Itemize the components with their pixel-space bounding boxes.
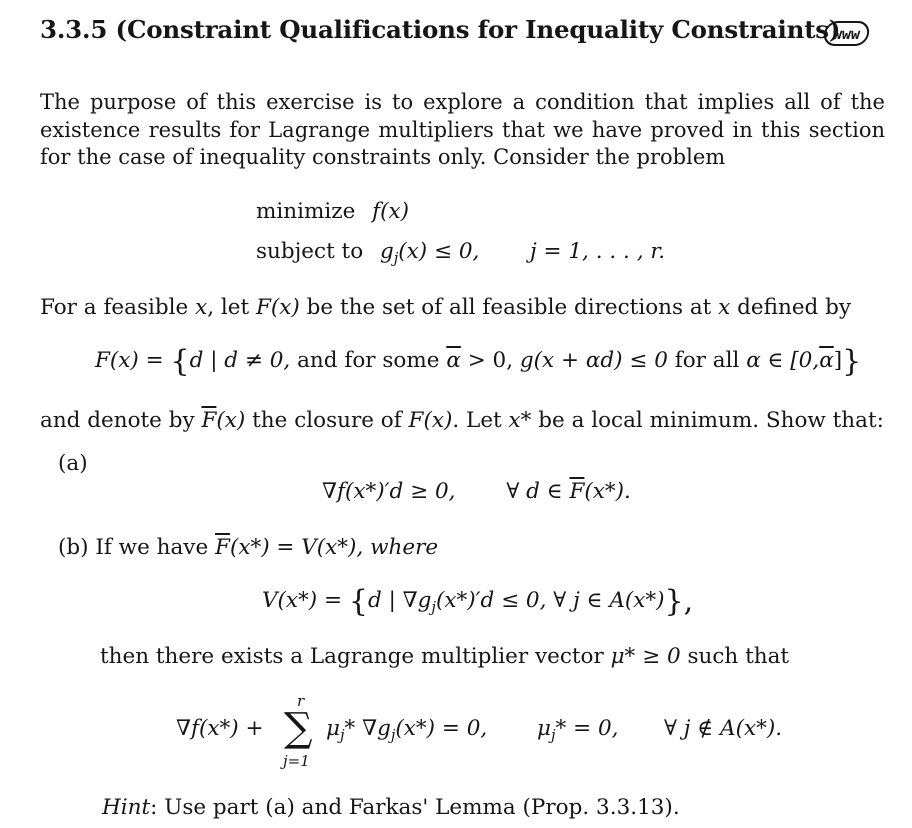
- gt-zero: > 0,: [467, 348, 514, 373]
- close-brace: }: [842, 344, 862, 379]
- kkt-g-sub: j: [390, 727, 396, 745]
- F-def-lhs: F(x) =: [95, 348, 164, 373]
- var-x-2: x: [718, 295, 731, 320]
- for-all-text: for all: [674, 348, 740, 373]
- V-open-brace: {: [348, 584, 368, 619]
- part-b-F-bar: $\overline{F}$: [215, 535, 230, 560]
- then-text: then there exists a Lagrange multiplier vector: [100, 644, 604, 669]
- V-rest: (x*)′d ≤ 0, ∀ j ∈ A(x*): [435, 588, 665, 613]
- multiplier-sentence: [100, 643, 789, 671]
- problem-minimize-line: [256, 198, 409, 226]
- interval-close: ]: [833, 348, 843, 373]
- g-expression: g(x + αd) ≤ 0: [519, 348, 668, 373]
- part-b-line: [58, 534, 438, 562]
- part-a-lhs: ∇f(x*)′d ≥ 0,: [322, 479, 456, 504]
- F-bar-arg: (x): [216, 408, 246, 433]
- mu-j-sub: j: [550, 727, 556, 745]
- hint-text: : Use part (a) and Farkas' Lemma (Prop. 3.3.13).: [150, 795, 680, 820]
- exercise-heading: [40, 15, 840, 44]
- feasible-sentence: [40, 294, 851, 322]
- kkt-mu-sub: j: [339, 727, 345, 745]
- kkt-sum-term: [326, 715, 487, 750]
- closure-text-1: and denote by: [40, 408, 195, 433]
- part-b-text: If we have: [95, 535, 209, 560]
- F-bar: $\overline{F}$: [201, 408, 217, 433]
- constraint-rest: (x) ≤ 0,: [398, 239, 480, 264]
- inactive-index-condition: ∀ j ∉ A(x*).: [664, 716, 783, 741]
- intro-paragraph: The purpose of this exercise is to explore a condition that implies all of the existence results for Lagrange multipliers that we have proved in this section for the case of inequality constraints only. Consider the problem: [40, 90, 885, 169]
- sum-lower-limit: j=1: [283, 752, 310, 770]
- closure-sentence: [40, 407, 884, 435]
- d-condition: d | d ≠ 0,: [189, 348, 291, 373]
- constraint-g: g: [379, 239, 394, 264]
- constraint-index-range: j = 1, . . . , r.: [530, 239, 666, 264]
- exercise-number: 3.3.5: [40, 15, 108, 44]
- sum-upper-limit: r: [297, 692, 305, 710]
- hint-line: [102, 794, 680, 822]
- set-Fx: F(x): [255, 295, 300, 320]
- mu-j: μ: [537, 716, 551, 741]
- alpha-bar: $\overline{\alpha}$: [446, 348, 461, 373]
- closure-text-3: . Let: [452, 408, 502, 433]
- kkt-grad-g: * ∇g: [344, 716, 391, 741]
- x-star: x*: [508, 408, 532, 433]
- var-x: x: [195, 295, 208, 320]
- mu-zero-condition: [537, 715, 618, 750]
- V-close-brace: },: [664, 584, 694, 619]
- part-b-label: (b): [58, 535, 89, 560]
- feasible-text-2: , let: [207, 295, 250, 320]
- part-a-forall: ∀ d ∈: [506, 479, 563, 504]
- hint-label: Hint: [102, 795, 151, 820]
- constraint-subscript: j: [393, 250, 399, 268]
- part-a-label: (a): [58, 451, 88, 476]
- feasible-text-4: defined by: [737, 295, 852, 320]
- V-subscript: j: [431, 599, 436, 617]
- problem-subject-line: [256, 238, 479, 273]
- alpha-bar-2: $\overline{\alpha}$: [819, 348, 834, 373]
- alpha-in-interval: α ∈ [0,: [746, 348, 820, 373]
- and-for-some-text: and for some: [297, 348, 440, 373]
- part-a-F-bar: $\overline{F}$: [569, 479, 585, 504]
- minimize-keyword: minimize: [256, 199, 356, 224]
- feasible-set-definition: [95, 344, 862, 379]
- kkt-g-rest: (x*) = 0,: [395, 716, 488, 741]
- part-a-F-bar-arg: (x*).: [584, 479, 631, 504]
- closure-text-4: be a local minimum. Show that:: [538, 408, 884, 433]
- V-body: d | ∇g: [367, 588, 432, 613]
- kkt-mu: μ: [326, 716, 340, 741]
- such-that-text: such that: [687, 644, 790, 669]
- V-lhs: V(x*) =: [262, 588, 343, 613]
- mu-star: μ* ≥ 0: [610, 644, 681, 669]
- kkt-lhs: ∇f(x*) +: [176, 716, 264, 741]
- objective-function: f(x): [372, 199, 410, 224]
- subject-to-keyword: subject to: [256, 239, 364, 264]
- closure-text-2: the closure of: [252, 408, 402, 433]
- exercise-title: (Constraint Qualifications for Inequality Constraints): [115, 15, 841, 44]
- sum-sign: ∑: [284, 705, 313, 751]
- open-brace: {: [170, 344, 190, 379]
- mu-j-rest: * = 0,: [555, 716, 619, 741]
- V-definition: [262, 584, 694, 622]
- www-badge: www: [822, 21, 871, 46]
- part-a-equation: [322, 478, 631, 506]
- part-b-equality: (x*) = V(x*), where: [229, 535, 439, 560]
- set-Fx-2: F(x): [408, 408, 453, 433]
- feasible-text-1: For a feasible: [40, 295, 189, 320]
- feasible-text-3: be the set of all feasible directions at: [306, 295, 712, 320]
